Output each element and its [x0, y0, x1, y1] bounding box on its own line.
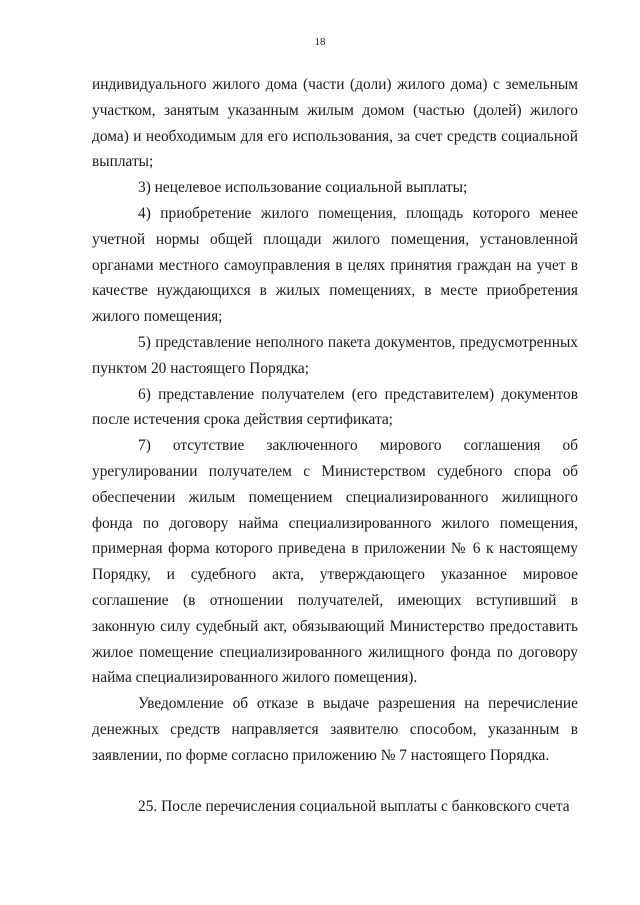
paragraph-item-6: 6) представление получателем (его представителем) документов после истечения срока действия сертификата;	[92, 385, 578, 429]
paragraph-item-7: 7) отсутствие заключенного мирового соглашения об урегулировании получателем с Министерством судебного спора об обеспечении жилым помещением специализированного жилищного фонда по договору найма специализированного жилого помещения, примерная форма которого приведена в приложении № 6 к настоящему Порядку, и судебного акта, утверждающего указанное мировое соглашение (в отношении получателей, имеющих вступивший в законную силу судебный акт, обязывающий Министерство предоставить жилое помещение специализированного жилищного фонда по договору найма специализированного жилого помещения).	[92, 437, 578, 687]
paragraph-section-25: 25. После перечисления социальной выплаты с банковского счета	[138, 798, 570, 816]
page-number: 18	[314, 36, 326, 48]
paragraph-item-5: 5) представление неполного пакета документов, предусмотренных пунктом 20 настоящего Порядка;	[92, 333, 578, 377]
paragraph-item-4: 4) приобретение жилого помещения, площадь которого менее учетной нормы общей площади жилого помещения, установленной органами местного самоуправления в целях принятия граждан на учет в качестве нуждающихся в жилых помещениях, в месте приобретения жилого помещения;	[92, 204, 578, 326]
paragraph-item-3: 3) нецелевое использование социальной выплаты;	[138, 179, 468, 197]
paragraph-notice: Уведомление об отказе в выдаче разрешения на перечисление денежных средств направляется заявителю способом, указанным в заявлении, по форме согласно приложению № 7 настоящего Порядка.	[92, 695, 578, 764]
paragraph-continuation: индивидуального жилого дома (части (доли) жилого дома) с земельным участком, занятым указанным жилым домом (частью (долей) жилого дома) и необходимым для его использования, за счет средств социальной выплаты;	[92, 76, 578, 171]
document-body	[92, 72, 578, 820]
